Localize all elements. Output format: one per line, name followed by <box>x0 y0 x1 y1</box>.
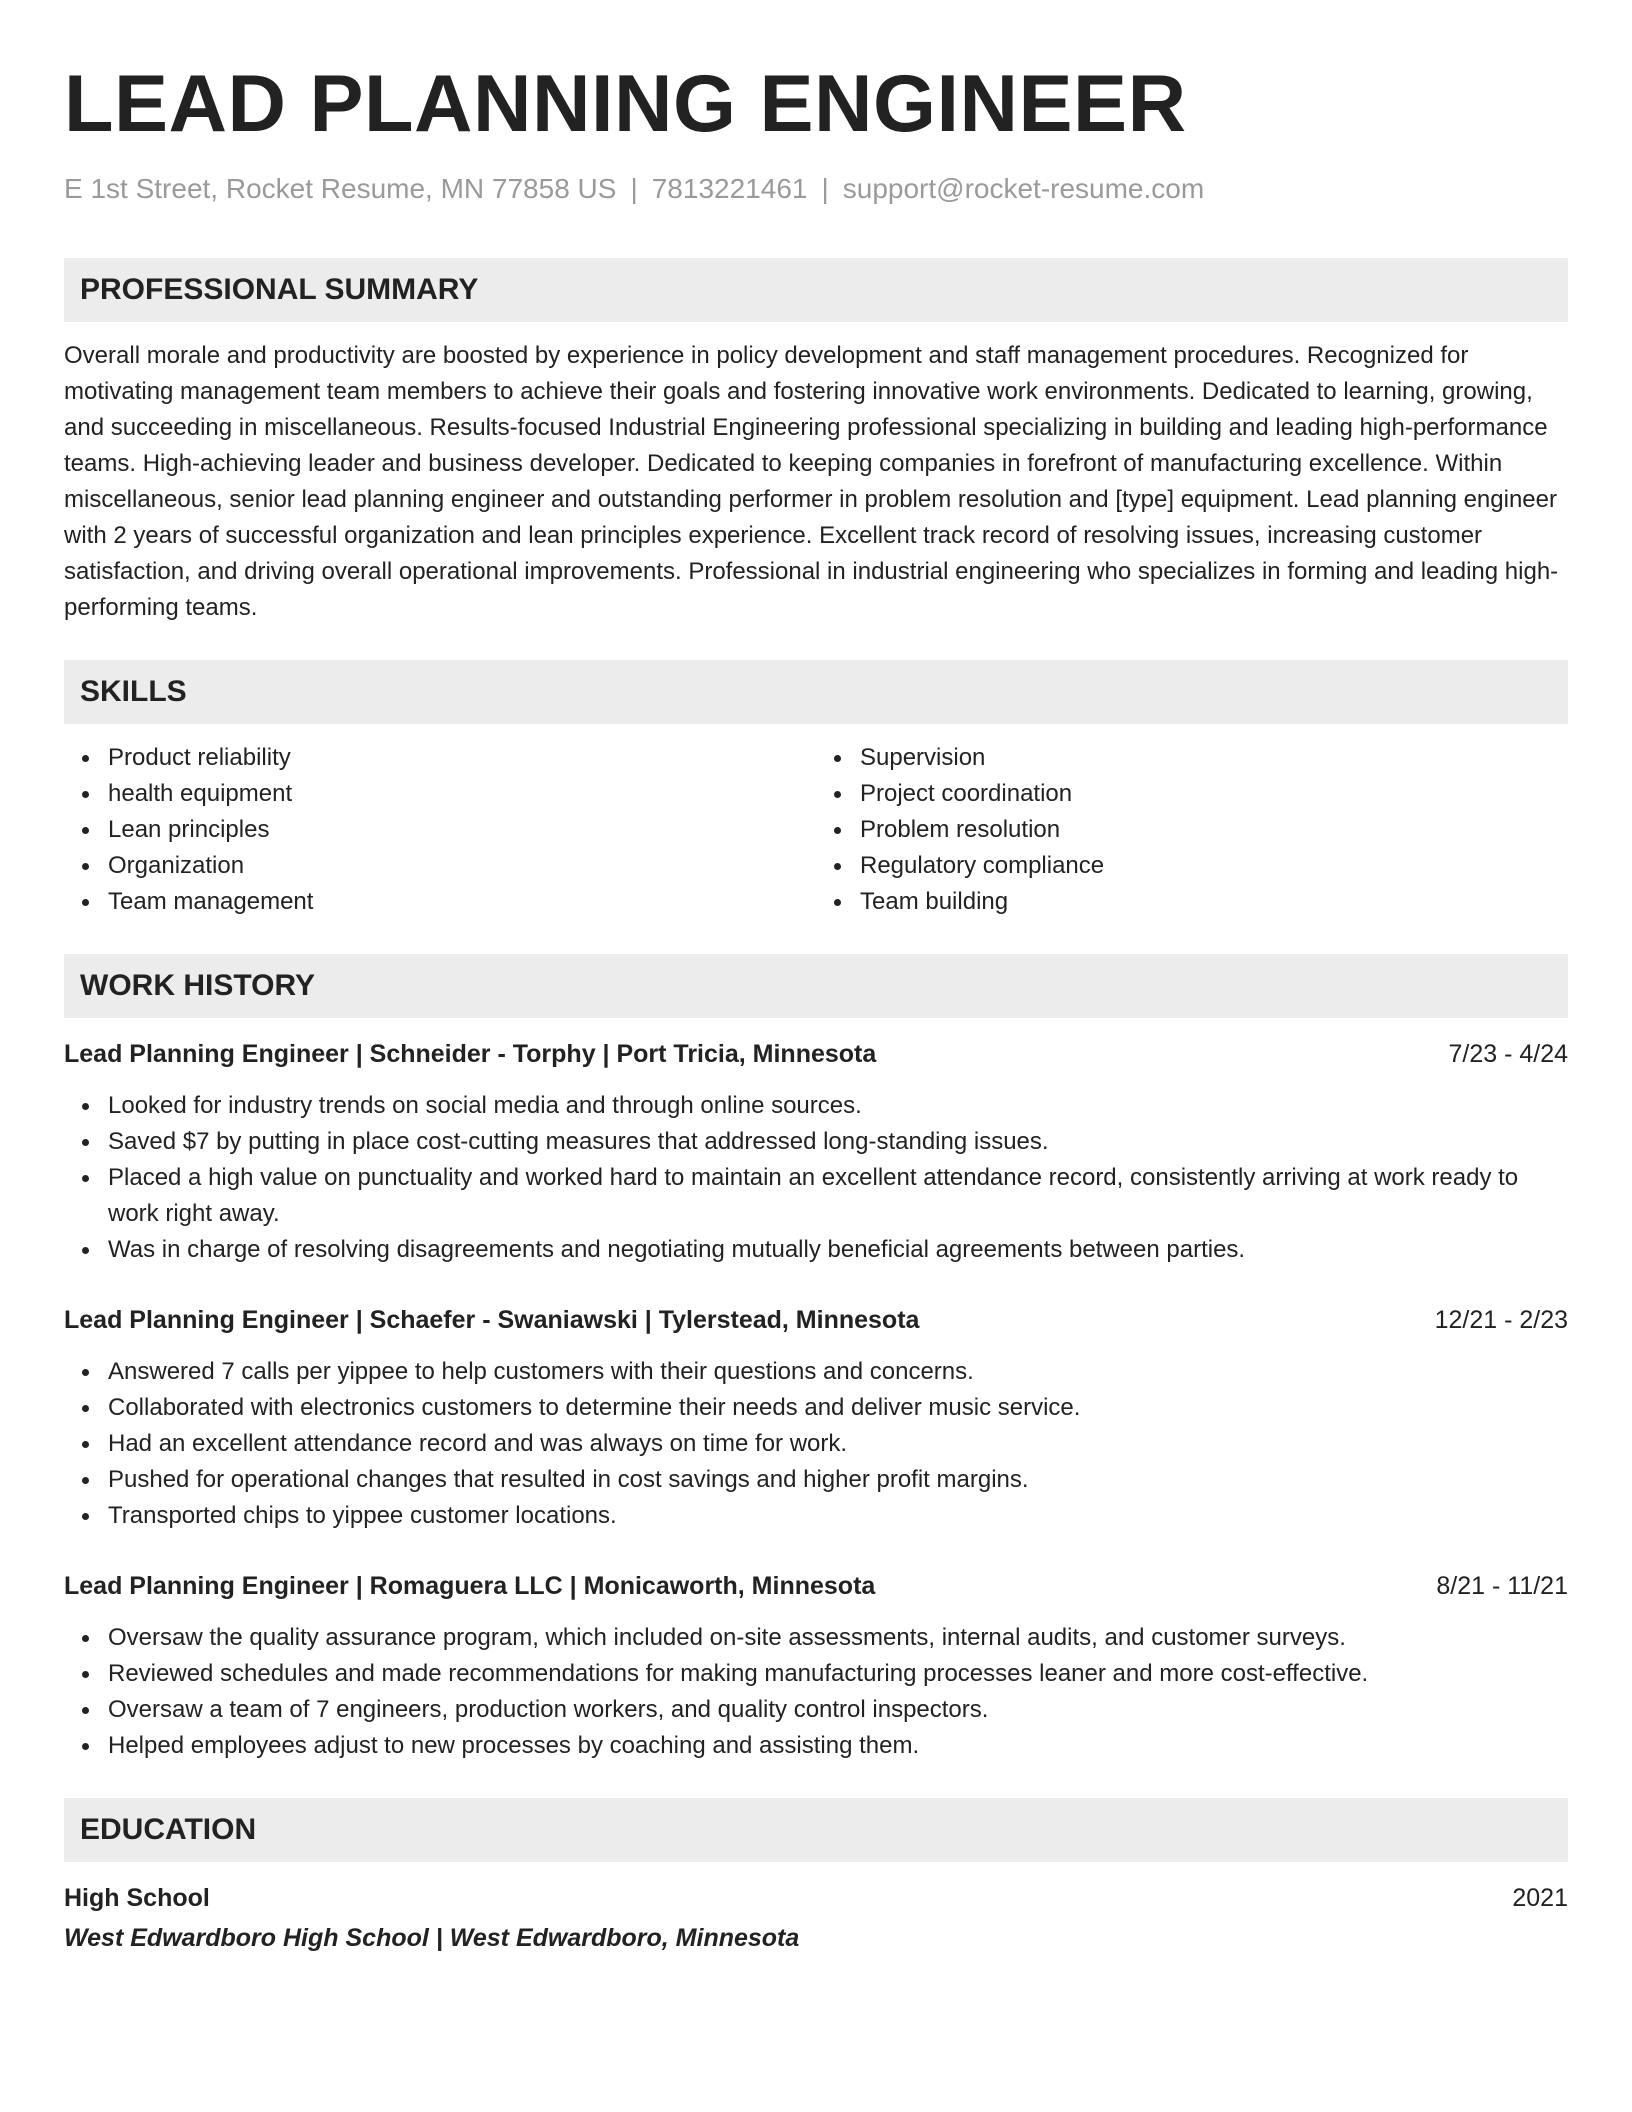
skill-item: Supervision <box>860 740 1568 776</box>
job-dates: 8/21 - 11/21 <box>1436 1572 1568 1600</box>
skill-item: health equipment <box>108 776 816 812</box>
education-entry <box>64 1880 1568 1956</box>
contact-address: E 1st Street, Rocket Resume, MN 77858 US <box>64 173 617 204</box>
work-history-heading: WORK HISTORY <box>64 954 1568 1018</box>
contact-separator: | <box>821 173 829 204</box>
education-year: 2021 <box>1512 1884 1568 1912</box>
job-bullets <box>64 1620 1568 1764</box>
job-bullet: Reviewed schedules and made recommendations for making manufacturing processes leaner and more cost-effective. <box>108 1656 1568 1692</box>
skill-item: Project coordination <box>860 776 1568 812</box>
education-degree: High School <box>64 1884 210 1912</box>
skill-item: Organization <box>108 848 816 884</box>
job-entry <box>64 1302 1568 1534</box>
job-bullet: Was in charge of resolving disagreements and negotiating mutually beneficial agreements between parties. <box>108 1232 1568 1268</box>
skill-item: Problem resolution <box>860 812 1568 848</box>
resume-name: LEAD PLANNING ENGINEER <box>64 59 1187 149</box>
job-title: Lead Planning Engineer | Schneider - Torphy | Port Tricia, Minnesota <box>64 1040 877 1068</box>
job-bullet: Oversaw a team of 7 engineers, production workers, and quality control inspectors. <box>108 1692 1568 1728</box>
skill-item: Team management <box>108 884 816 920</box>
education-heading: EDUCATION <box>64 1798 1568 1862</box>
contact-line <box>64 172 1568 206</box>
skills-column-right <box>816 740 1568 920</box>
job-bullets <box>64 1354 1568 1534</box>
job-bullet: Transported chips to yippee customer locations. <box>108 1498 1568 1534</box>
job-title: Lead Planning Engineer | Schaefer - Swaniawski | Tylerstead, Minnesota <box>64 1306 920 1334</box>
job-title-row <box>64 1302 1568 1338</box>
skill-item: Product reliability <box>108 740 816 776</box>
contact-phone: 7813221461 <box>651 173 808 204</box>
summary-heading: PROFESSIONAL SUMMARY <box>64 258 1568 322</box>
skill-item: Team building <box>860 884 1568 920</box>
job-bullet: Looked for industry trends on social media and through online sources. <box>108 1088 1568 1124</box>
job-dates: 7/23 - 4/24 <box>1448 1040 1568 1068</box>
education-school: West Edwardboro High School | West Edwardboro, Minnesota <box>64 1924 800 1952</box>
job-entry <box>64 1568 1568 1764</box>
contact-separator: | <box>630 173 638 204</box>
skill-item: Lean principles <box>108 812 816 848</box>
skills-heading: SKILLS <box>64 660 1568 724</box>
job-bullet: Collaborated with electronics customers to determine their needs and deliver music service. <box>108 1390 1568 1426</box>
job-bullet: Saved $7 by putting in place cost-cutting measures that addressed long-standing issues. <box>108 1124 1568 1160</box>
job-title: Lead Planning Engineer | Romaguera LLC | Monicaworth, Minnesota <box>64 1572 876 1600</box>
job-dates: 12/21 - 2/23 <box>1434 1306 1568 1334</box>
skill-item: Regulatory compliance <box>860 848 1568 884</box>
job-entry <box>64 1036 1568 1268</box>
job-bullet: Placed a high value on punctuality and worked hard to maintain an excellent attendance record, consistently arriving at work ready to work right away. <box>108 1160 1568 1232</box>
skills-list <box>64 740 1568 920</box>
summary-text: Overall morale and productivity are boosted by experience in policy development and staff management procedures. Recognized for motivating management team members to achieve their goals and fostering innovative work environments. Dedicated to learning, growing, and succeeding in miscellaneous. Results-focused Industrial Engineering professional specializing in building and leading high-performance teams. High-achieving leader and business developer. Dedicated to keeping companies in forefront of manufacturing excellence. Within miscellaneous, senior lead planning engineer and outstanding performer in problem resolution and [type] equipment. Lead planning engineer with 2 years of successful organization and lean principles experience. Excellent track record of resolving issues, increasing customer satisfaction, and driving overall operational improvements. Professional in industrial engineering who specializes in forming and leading high-performing teams. <box>64 342 1559 621</box>
skills-column-left <box>64 740 816 920</box>
job-bullets <box>64 1088 1568 1268</box>
job-bullet: Helped employees adjust to new processes by coaching and assisting them. <box>108 1728 1568 1764</box>
job-bullet: Pushed for operational changes that resulted in cost savings and higher profit margins. <box>108 1462 1568 1498</box>
job-bullet: Oversaw the quality assurance program, which included on-site assessments, internal audits, and customer surveys. <box>108 1620 1568 1656</box>
job-bullet: Had an excellent attendance record and was always on time for work. <box>108 1426 1568 1462</box>
job-title-row <box>64 1036 1568 1072</box>
job-title-row <box>64 1568 1568 1604</box>
education-row <box>64 1880 1568 1916</box>
contact-email: support@rocket-resume.com <box>842 173 1205 204</box>
job-bullet: Answered 7 calls per yippee to help customers with their questions and concerns. <box>108 1354 1568 1390</box>
